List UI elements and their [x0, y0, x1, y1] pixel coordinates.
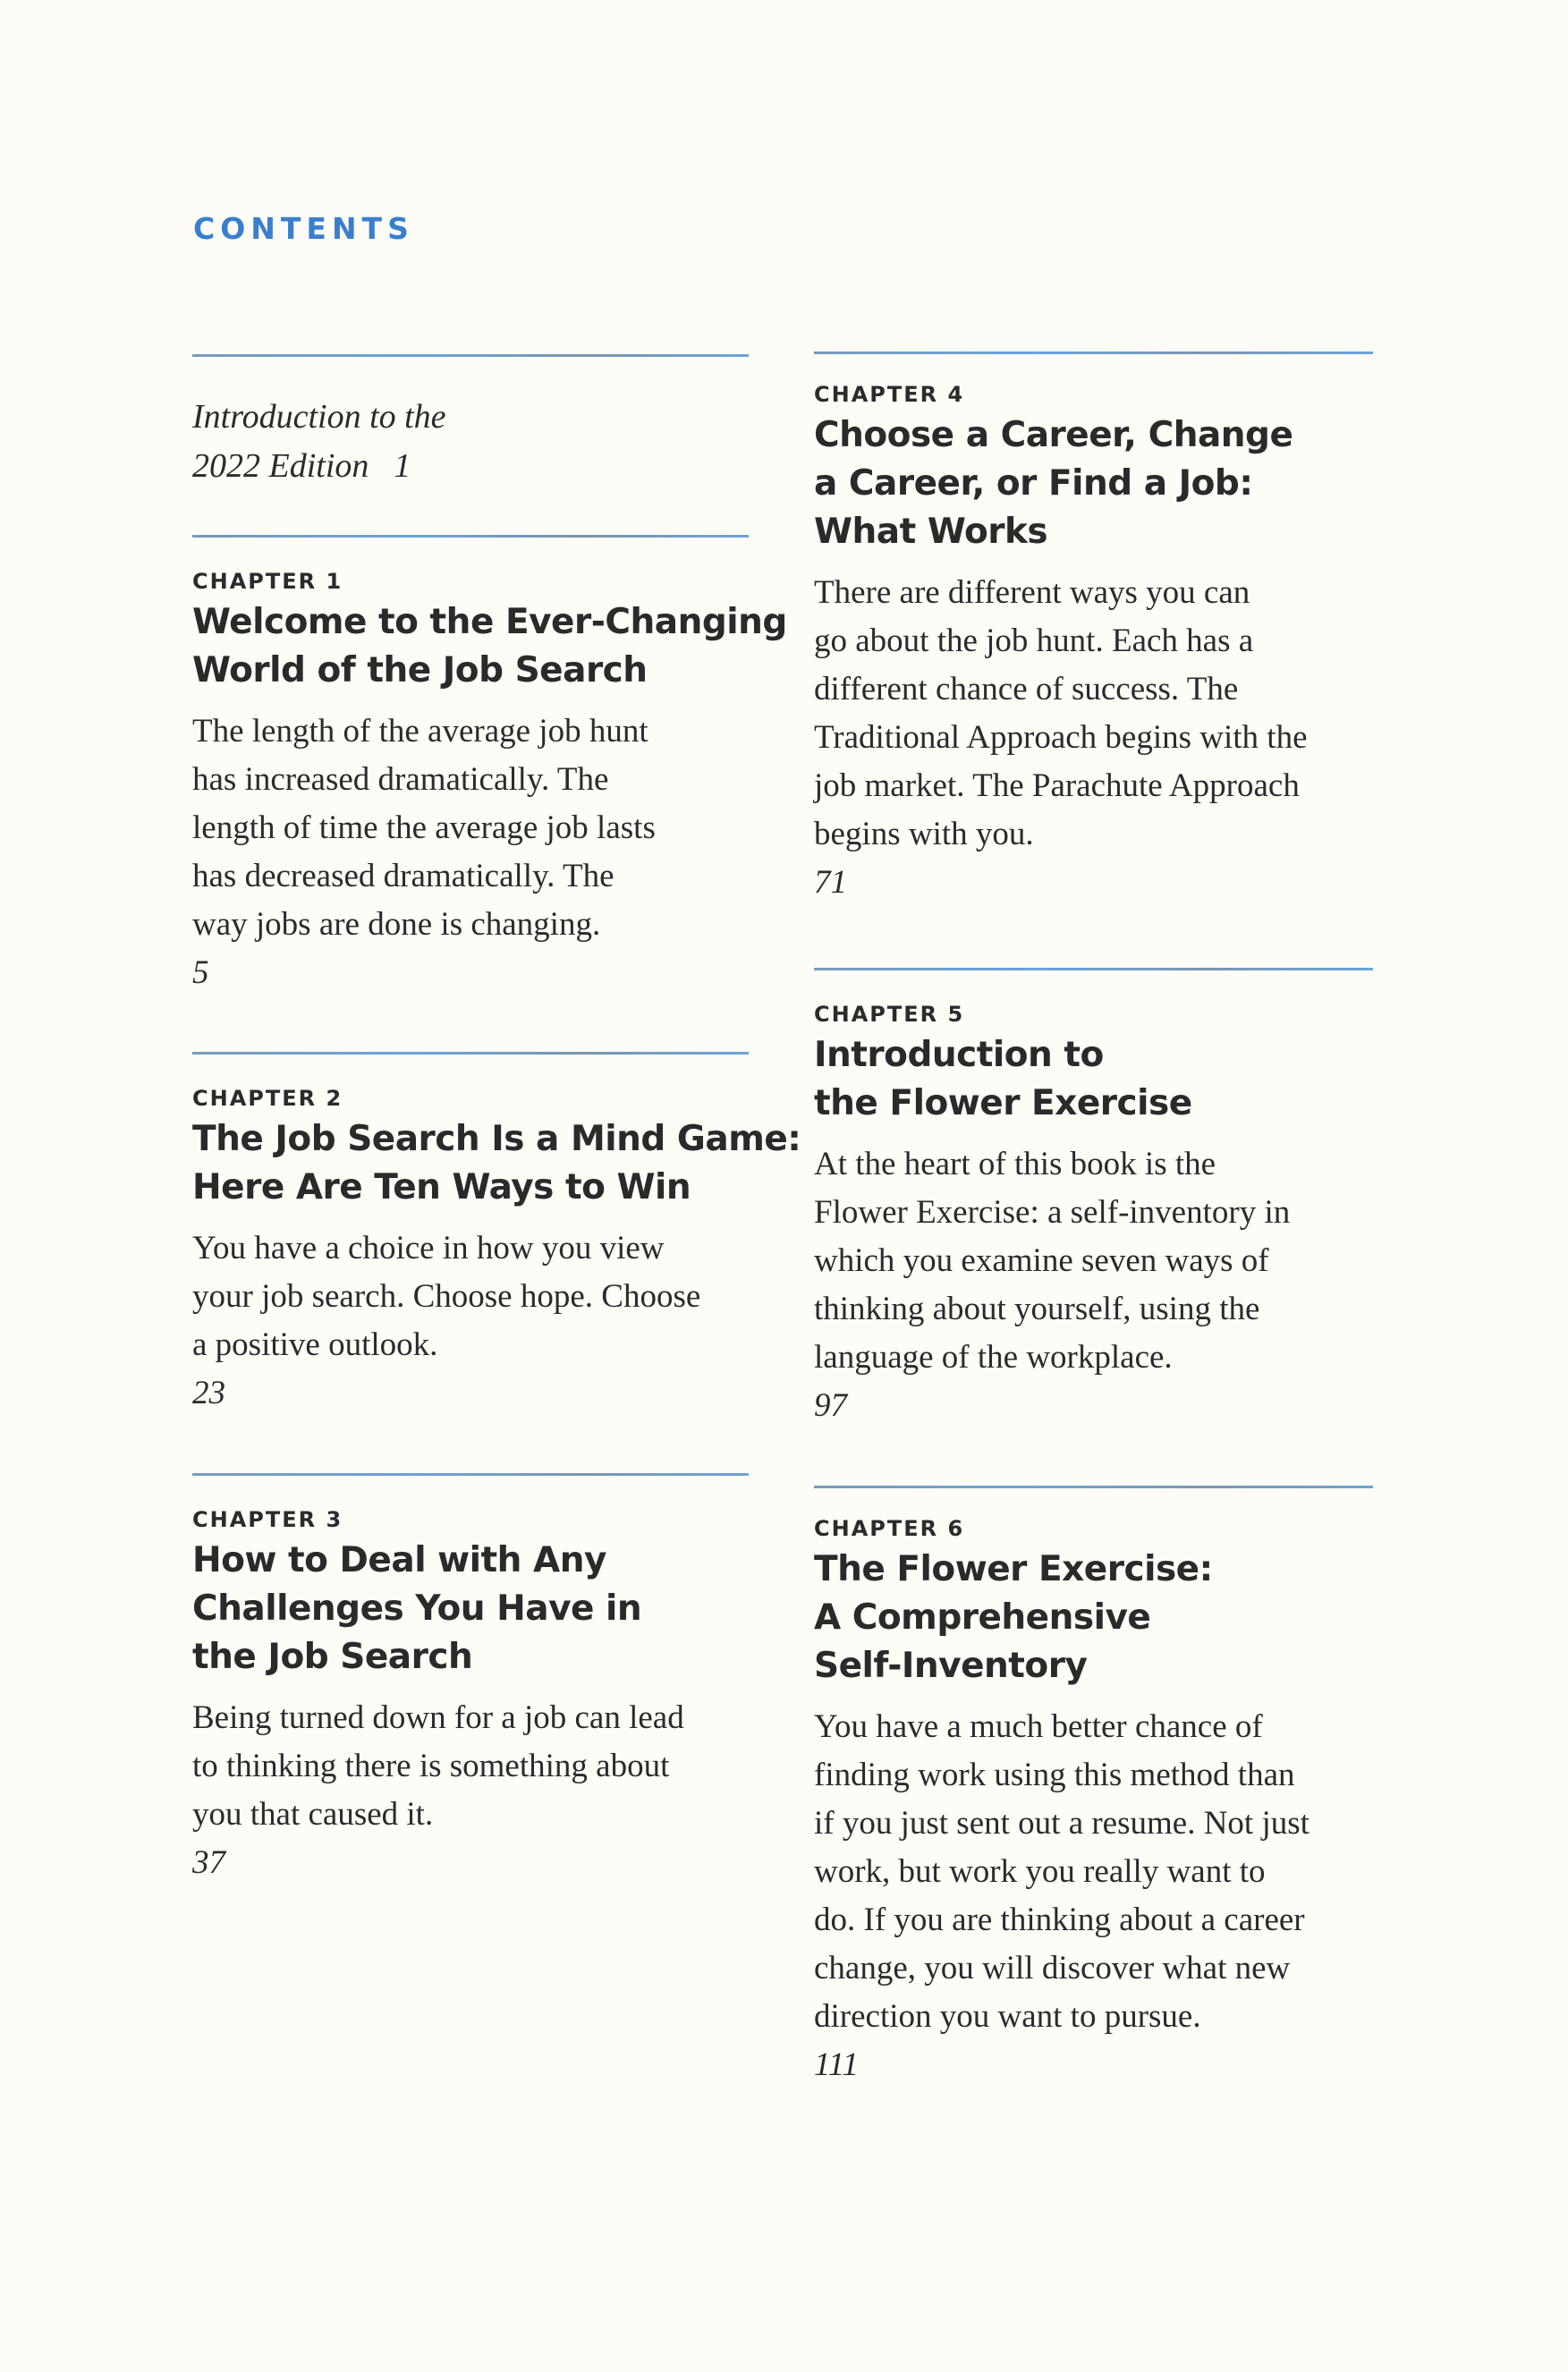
- description-line: your job search. Choose hope. Choose: [192, 1278, 701, 1315]
- chapter-title-line: a Career, or Find a Job:: [814, 463, 1253, 504]
- description-line: has increased dramatically. The: [192, 761, 609, 798]
- divider-rule: [192, 535, 749, 538]
- page-number: 23: [192, 1375, 225, 1411]
- page-number: 111: [814, 2046, 860, 2083]
- introduction-title-line: Introduction to the: [192, 398, 446, 436]
- description-line: you that caused it.: [192, 1796, 434, 1833]
- divider-rule: [192, 354, 749, 357]
- chapter-description: [814, 1703, 1373, 2041]
- chapter-title-line: Self-Inventory: [814, 1646, 1088, 1686]
- description-line: finding work using this method than: [814, 1757, 1295, 1793]
- description-line: You have a much better chance of: [814, 1708, 1263, 1745]
- divider-rule: [192, 1473, 749, 1476]
- chapter-description: [192, 1694, 749, 1839]
- chapter-title: [814, 411, 1373, 556]
- chapter-title: [192, 598, 787, 695]
- description-line: The length of the average job hunt: [192, 713, 648, 750]
- page-number: 71: [814, 864, 847, 901]
- description-line: At the heart of this book is the: [814, 1146, 1216, 1182]
- description-line: thinking about yourself, using the: [814, 1291, 1260, 1327]
- description-line: way jobs are done is changing.: [192, 906, 601, 943]
- chapter-title-line: Welcome to the Ever-Changing: [192, 602, 787, 642]
- description-line: direction you want to pursue.: [814, 1998, 1201, 2035]
- description-line: length of time the average job lasts: [192, 809, 656, 846]
- description-line: which you examine seven ways of: [814, 1242, 1269, 1279]
- description-line: There are different ways you can: [814, 574, 1250, 611]
- description-line: different chance of success. The: [814, 671, 1239, 707]
- description-line: work, but work you really want to: [814, 1853, 1266, 1890]
- description-line: You have a choice in how you view: [192, 1230, 665, 1266]
- divider-rule: [814, 968, 1373, 970]
- chapter-title-line: Challenges You Have in: [192, 1588, 642, 1629]
- description-line: Flower Exercise: a self-inventory in: [814, 1194, 1291, 1231]
- toc-entry-chapter-5[interactable]: [814, 968, 1373, 1430]
- toc-entry-chapter-4[interactable]: [814, 352, 1373, 907]
- page-title: CONTENTS: [193, 211, 414, 246]
- description-line: a positive outlook.: [192, 1326, 438, 1363]
- chapter-title: [814, 1546, 1373, 1690]
- chapter-label: CHAPTER 2: [192, 1086, 343, 1111]
- chapter-title-line: the Job Search: [192, 1637, 473, 1677]
- chapter-title-line: The Job Search Is a Mind Game:: [192, 1119, 801, 1159]
- description-line: Being turned down for a job can lead: [192, 1699, 684, 1736]
- divider-rule: [814, 352, 1373, 354]
- chapter-title-line: What Works: [814, 512, 1048, 552]
- chapter-label: CHAPTER 6: [814, 1516, 965, 1541]
- chapter-label: CHAPTER 5: [814, 1002, 965, 1027]
- description-line: change, you will discover what new: [814, 1950, 1291, 1987]
- toc-entry-chapter-1[interactable]: [192, 535, 787, 997]
- description-line: to thinking there is something about: [192, 1748, 670, 1784]
- chapter-description: [814, 569, 1373, 859]
- page-number: 37: [192, 1844, 225, 1881]
- introduction-title: [192, 393, 749, 491]
- chapter-title-line: the Flower Exercise: [814, 1083, 1192, 1123]
- chapter-title-line: World of the Job Search: [192, 650, 648, 690]
- toc-entry-introduction[interactable]: [192, 354, 749, 491]
- description-line: job market. The Parachute Approach: [814, 767, 1300, 804]
- chapter-title-line: How to Deal with Any: [192, 1540, 606, 1580]
- chapter-title: [192, 1115, 801, 1212]
- introduction-title-line: 2022 Edition: [192, 447, 369, 485]
- toc-entry-chapter-3[interactable]: [192, 1473, 749, 1887]
- description-line: Traditional Approach begins with the: [814, 719, 1308, 756]
- chapter-title: [814, 1031, 1373, 1128]
- description-line: go about the job hunt. Each has a: [814, 623, 1254, 659]
- page-number: 5: [192, 954, 209, 991]
- description-line: do. If you are thinking about a career: [814, 1902, 1305, 1938]
- page-number: 97: [814, 1387, 847, 1424]
- chapter-description: [192, 1224, 749, 1369]
- chapter-label: CHAPTER 3: [192, 1507, 343, 1532]
- chapter-label: CHAPTER 4: [814, 382, 965, 407]
- page-number: 1: [394, 447, 411, 485]
- chapter-description: [814, 1140, 1373, 1382]
- toc-entry-chapter-2[interactable]: [192, 1052, 801, 1418]
- toc-entry-chapter-6[interactable]: [814, 1486, 1373, 2089]
- description-line: begins with you.: [814, 816, 1034, 852]
- description-line: language of the workplace.: [814, 1339, 1173, 1376]
- divider-rule: [814, 1486, 1373, 1488]
- chapter-label: CHAPTER 1: [192, 569, 343, 594]
- chapter-title-line: A Comprehensive: [814, 1597, 1151, 1638]
- chapter-title-line: Introduction to: [814, 1035, 1104, 1075]
- chapter-title-line: The Flower Exercise:: [814, 1549, 1213, 1589]
- chapter-title: [192, 1537, 749, 1682]
- description-line: if you just sent out a resume. Not just: [814, 1805, 1309, 1842]
- divider-rule: [192, 1052, 749, 1055]
- description-line: has decreased dramatically. The: [192, 858, 614, 894]
- chapter-description: [192, 707, 749, 949]
- chapter-title-line: Choose a Career, Change: [814, 415, 1293, 455]
- chapter-title-line: Here Are Ten Ways to Win: [192, 1167, 691, 1207]
